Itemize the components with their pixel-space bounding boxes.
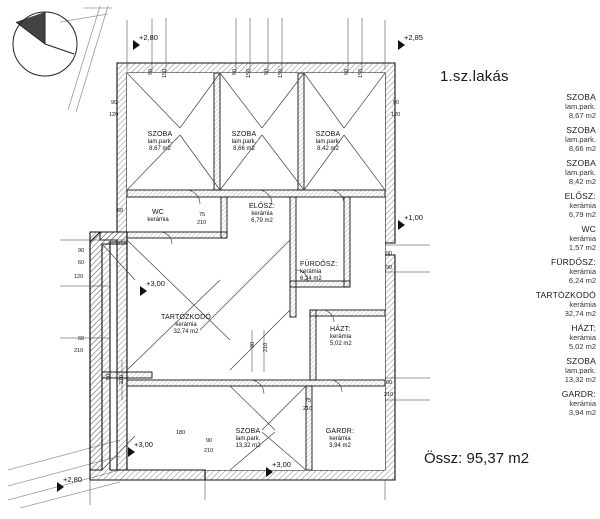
dimension-text-vertical: 90 — [148, 68, 154, 75]
room-label-wc — [132, 209, 184, 224]
room-area: 8,42 m2 — [317, 145, 339, 152]
room-area: 6,79 m2 — [251, 217, 273, 224]
legend-list — [440, 92, 596, 422]
room-name: FÜRDŐSZ: — [300, 261, 338, 268]
room-material: lam.park. — [235, 435, 261, 442]
room-label-szoba-1 — [132, 131, 188, 152]
level-mark-bottom-left: +3,00 — [134, 440, 153, 449]
dimension-text-vertical: 150 — [246, 68, 252, 78]
total-area-label: Össz: 95,37 m2 — [424, 450, 530, 467]
legend-room-material: lam.park. — [565, 168, 596, 177]
room-material: lam.park. — [315, 138, 341, 145]
dimension-text-vertical: 150 — [278, 68, 284, 78]
legend-room-area: 32,74 m2 — [564, 309, 596, 318]
dimension-text: 90 — [386, 251, 393, 257]
legend-room-area: 8,66 m2 — [568, 144, 596, 153]
dimension-text: 90 — [78, 248, 85, 254]
room-label-szoba-2 — [216, 131, 272, 152]
room-label-szoba-3 — [300, 131, 356, 152]
room-label-furdosz — [300, 261, 360, 282]
legend-room-name: GARDR: — [561, 389, 596, 399]
room-material: kerámia — [251, 210, 273, 217]
legend-room-material: kerámia — [569, 234, 596, 243]
dimension-text: 120 — [74, 274, 84, 280]
dimension-text-vertical: 90 — [106, 373, 112, 380]
dimension-text-vertical: 90 — [344, 68, 350, 75]
room-name: HÁZT: — [330, 326, 351, 333]
legend-room-name: HÁZT: — [571, 323, 596, 333]
room-area: 3,94 m2 — [329, 442, 351, 449]
dimension-text: 120 — [109, 112, 119, 118]
room-material: lam.park. — [231, 138, 257, 145]
room-area: 13,32 m2 — [235, 442, 261, 449]
room-material: kerámia — [300, 268, 322, 275]
dimension-text: 90 — [206, 438, 213, 444]
legend-item-szoba-4 — [440, 356, 596, 384]
dimension-text: 210 — [197, 220, 207, 226]
room-label-tartozkodo — [146, 314, 226, 335]
legend-item-elosz — [440, 191, 596, 219]
room-area: 32,74 m2 — [173, 328, 199, 335]
legend-room-material: kerámia — [569, 300, 596, 309]
legend-item-szoba-3 — [440, 158, 596, 186]
compass-icon — [13, 12, 77, 76]
legend-room-name: ELŐSZ: — [564, 191, 596, 201]
legend-room-name: WC — [581, 224, 596, 234]
dimension-text: 90 — [393, 100, 400, 106]
level-mark-outside: +2,80 — [63, 475, 82, 484]
dimension-text-vertical: 210 — [119, 374, 125, 384]
legend-room-material: kerámia — [569, 267, 596, 276]
level-mark-right-mid: +1,00 — [404, 213, 423, 222]
legend-room-material: lam.park. — [565, 135, 596, 144]
legend-room-area: 1,57 m2 — [568, 243, 596, 252]
legend-room-area: 8,67 m2 — [568, 111, 596, 120]
room-label-szoba-4 — [218, 428, 278, 449]
dimension-text: 75 — [199, 212, 206, 218]
legend-room-area: 8,42 m2 — [568, 177, 596, 186]
room-label-gardrob — [312, 428, 368, 449]
legend-item-tartozkodo — [440, 290, 596, 318]
legend-item-szoba-1 — [440, 92, 596, 120]
legend-room-material: lam.park. — [565, 366, 596, 375]
dimension-text-vertical: 150 — [162, 68, 168, 78]
room-name: GARDR: — [325, 428, 355, 435]
dimension-text-vertical: 90 — [232, 68, 238, 75]
level-mark-bedroom: +3,00 — [272, 460, 291, 469]
room-name: SZOBA — [147, 131, 173, 138]
legend-item-gardrob — [440, 389, 596, 417]
legend-room-area: 6,79 m2 — [568, 210, 596, 219]
level-mark-living: +3,00 — [146, 279, 165, 288]
dimension-text: 210 — [384, 392, 394, 398]
legend-room-name: SZOBA — [566, 125, 596, 135]
room-label-elosz — [232, 203, 292, 224]
room-material: lam.park. — [147, 138, 173, 145]
dimension-text: 210 — [303, 406, 313, 412]
room-area: 8,66 m2 — [233, 145, 255, 152]
legend-room-area: 6,24 m2 — [568, 276, 596, 285]
legend-room-material: lam.park. — [565, 102, 596, 111]
legend-room-area: 13,32 m2 — [564, 375, 596, 384]
dimension-text: 60 — [117, 208, 124, 214]
dimension-text: 60 — [78, 336, 85, 342]
dimension-text: 120 — [391, 112, 401, 118]
dimension-text-vertical: 90 — [250, 341, 256, 348]
dimension-text: 75 — [305, 398, 312, 404]
legend-room-material: kerámia — [569, 399, 596, 408]
legend-room-name: SZOBA — [566, 92, 596, 102]
legend-title: 1.sz.lakás — [440, 68, 509, 85]
dimension-text: 60 — [386, 380, 393, 386]
room-area: 8,67 m2 — [149, 145, 171, 152]
legend-item-furdosz — [440, 257, 596, 285]
legend-room-name: FÜRDŐSZ: — [550, 257, 596, 267]
legend-room-area: 5,02 m2 — [568, 342, 596, 351]
room-name: SZOBA — [315, 131, 341, 138]
dimension-text-vertical: 210 — [263, 342, 269, 352]
room-material: kerámia — [175, 321, 197, 328]
dimension-text: 60 — [78, 260, 85, 266]
dimension-text: 90 — [386, 265, 393, 271]
room-name: ELŐSZ: — [248, 203, 276, 210]
room-area: 5,02 m2 — [330, 340, 352, 347]
legend-room-name: TARTÓZKODÓ — [535, 290, 596, 300]
level-mark-top-right: +2,85 — [404, 33, 423, 42]
legend-room-name: SZOBA — [566, 158, 596, 168]
room-material: kerámia — [329, 435, 351, 442]
room-name: SZOBA — [231, 131, 257, 138]
room-name: WC — [151, 209, 165, 216]
dimension-text: 90 — [111, 100, 118, 106]
dimension-text-vertical: 150 — [358, 68, 364, 78]
room-label-hazt — [330, 326, 382, 347]
dimension-text: 210 — [204, 448, 214, 454]
legend-room-area: 3,94 m2 — [568, 408, 596, 417]
dimension-text-vertical: 90 — [264, 68, 270, 75]
room-area: 6,24 m2 — [300, 275, 322, 282]
legend-room-material: kerámia — [569, 333, 596, 342]
room-name: SZOBA — [235, 428, 261, 435]
dimension-text: 180 — [176, 430, 186, 436]
room-name: TARTÓZKODÓ — [161, 314, 211, 321]
legend-room-name: SZOBA — [566, 356, 596, 366]
level-mark-top-left: +2,80 — [139, 33, 158, 42]
legend-item-wc — [440, 224, 596, 252]
room-material: kerámia — [330, 333, 352, 340]
legend-item-hazt — [440, 323, 596, 351]
dimension-text: 210 — [74, 348, 84, 354]
legend-item-szoba-2 — [440, 125, 596, 153]
room-material: kerámia — [147, 216, 169, 223]
legend-room-material: kerámia — [569, 201, 596, 210]
